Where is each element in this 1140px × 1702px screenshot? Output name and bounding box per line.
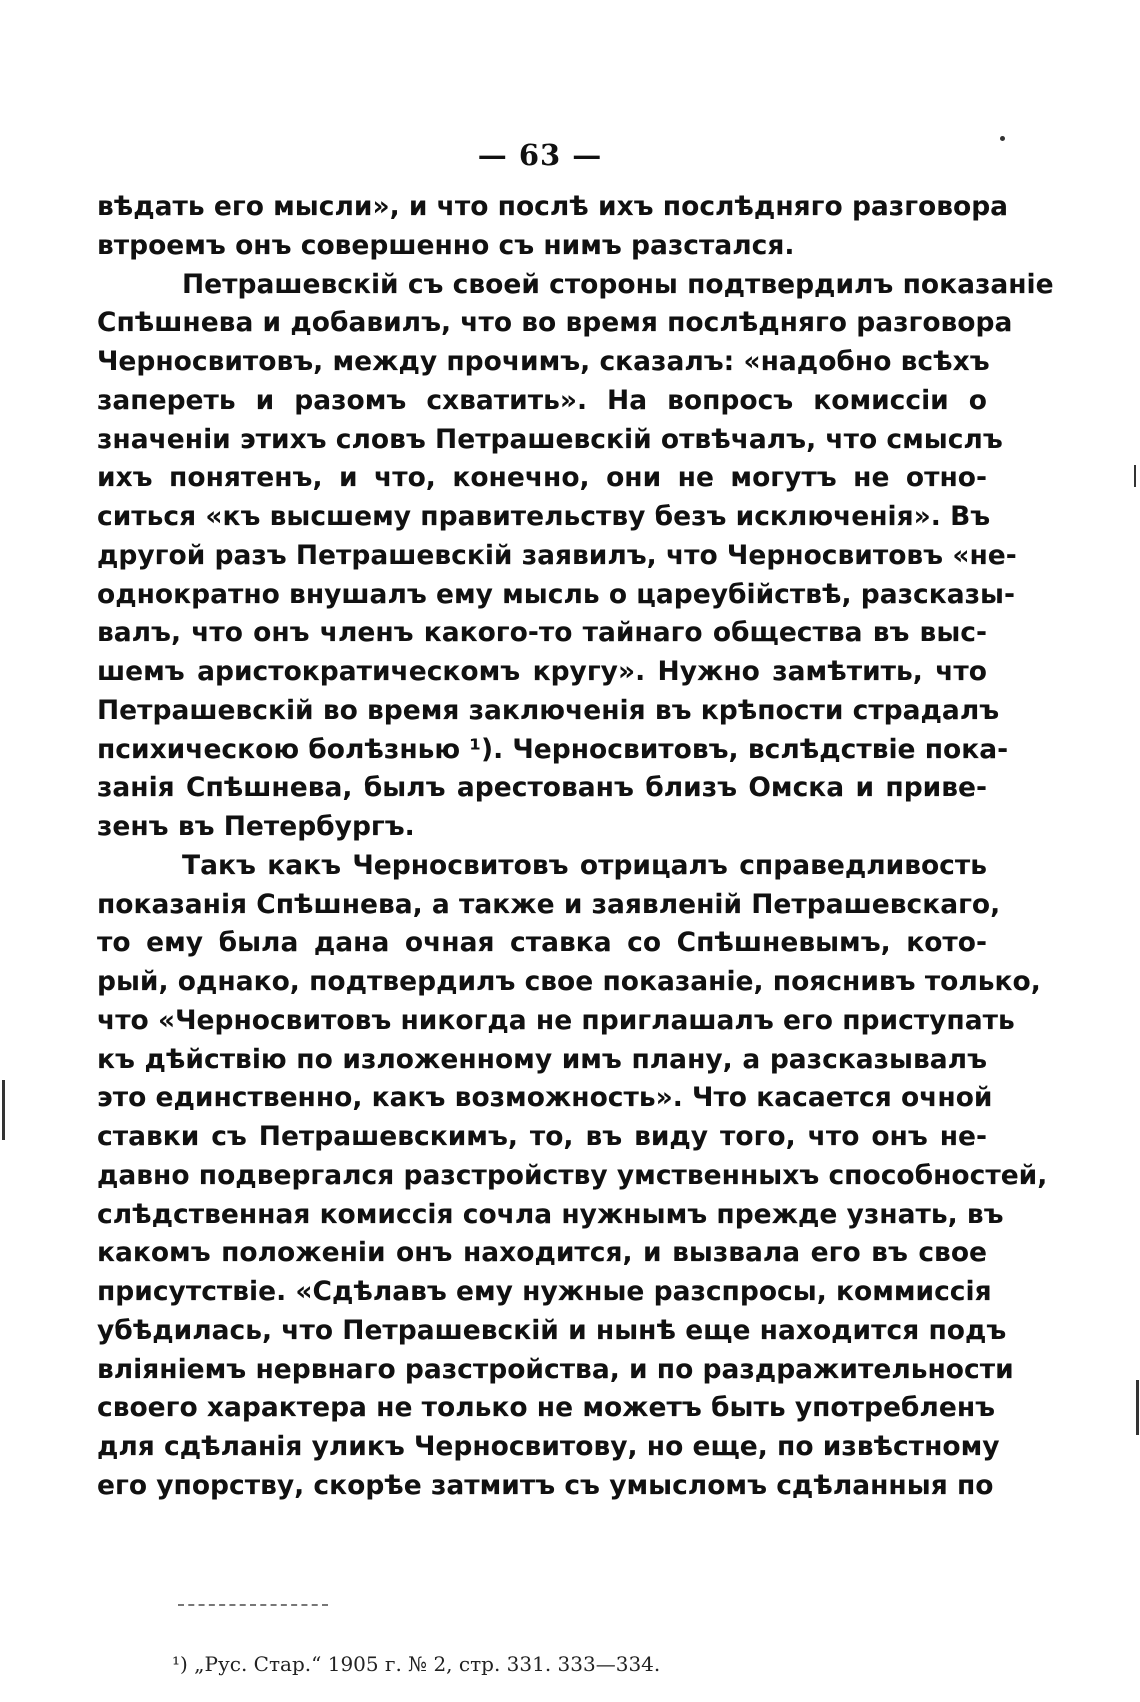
text-line: присутствіе. «Сдѣлавъ ему нужные разспросы, коммиссія: [97, 1276, 992, 1307]
text-line: Спѣшнева и добавилъ, что во время послѣдняго разговора: [97, 307, 1013, 339]
text-line: психическою болѣзнью ¹). Черносвитовъ, вслѣдствіе пока-: [97, 733, 1009, 765]
text-line: ихъ понятенъ, и что, конечно, они не могутъ не отно-: [97, 462, 987, 494]
margin-mark: [1136, 1380, 1139, 1435]
text-line: Петрашевскій во время заключенія въ крѣпости страдалъ: [97, 694, 1000, 726]
text-line: какомъ положеніи онъ находится, и вызвала его въ свое: [97, 1237, 987, 1269]
text-line: запереть и разомъ схватить». На вопросъ комиссіи о: [97, 384, 987, 416]
page-number: — 63 —: [477, 138, 603, 172]
margin-mark: [1134, 465, 1136, 487]
text-line: это единственно, какъ возможность». Что касается очной: [97, 1082, 993, 1114]
text-line: его упорству, скорѣе затмитъ съ умысломъ сдѣланныя по: [97, 1469, 994, 1501]
margin-mark: [1000, 136, 1005, 141]
text-line: слѣдственная комиссія сочла нужнымъ прежде узнать, въ: [97, 1198, 1004, 1230]
text-line: убѣдилась, что Петрашевскій и нынѣ еще находится подъ: [97, 1314, 1007, 1346]
footnote-divider: [178, 1604, 328, 1606]
footnote: ¹) „Рус. Стар.“ 1905 г. № 2, стр. 331. 333—334.: [172, 1652, 661, 1676]
text-line: шемъ аристократическомъ кругу». Нужно замѣтить, что: [97, 656, 987, 687]
text-line: Такъ какъ Черносвитовъ отрицалъ справедливость: [182, 849, 987, 881]
text-line: вѣдать его мысли», и что послѣ ихъ послѣдняго разговора: [97, 191, 1009, 222]
text-line: занія Спѣшнева, былъ арестованъ близъ Омска и приве-: [97, 772, 987, 804]
text-line: зенъ въ Петербургъ.: [97, 811, 415, 842]
text-line: Петрашевскій съ своей стороны подтвердилъ показаніе: [182, 268, 1054, 300]
text-line: рый, однако, подтвердилъ свое показаніе, пояснивъ только,: [97, 966, 1041, 997]
text-line: другой разъ Петрашевскій заявилъ, что Черносвитовъ «не-: [97, 539, 1017, 571]
text-line: однократно внушалъ ему мысль о цареубійствѣ, разсказы-: [97, 578, 1015, 610]
text-line: вліяніемъ нервнаго разстройства, и по раздражительности: [97, 1353, 1014, 1385]
text-line: къ дѣйствію по изложенному имъ плану, а разсказывалъ: [97, 1043, 987, 1075]
text-line: ситься «къ высшему правительству безъ исключенія». Въ: [97, 501, 991, 532]
text-line: втроемъ онъ совершенно съ нимъ разстался.: [97, 229, 795, 261]
text-line: показанія Спѣшнева, а также и заявленій Петрашевскаго,: [97, 888, 1001, 920]
text-line: валъ, что онъ членъ какого-то тайнаго общества въ выс-: [97, 617, 987, 649]
text-line: давно подвергался разстройству умственныхъ способностей,: [97, 1159, 1048, 1191]
margin-mark: [2, 1080, 5, 1140]
text-line: Черносвитовъ, между прочимъ, сказалъ: «надобно всѣхъ: [97, 346, 990, 377]
text-line: для сдѣланія уликъ Черносвитову, но еще, по извѣстному: [97, 1431, 1000, 1462]
text-line: что «Черносвитовъ никогда не приглашалъ его приступать: [97, 1004, 1015, 1036]
text-line: ставки съ Петрашевскимъ, то, въ виду того, что онъ не-: [97, 1121, 987, 1152]
text-line: своего характера не только не можетъ быть употребленъ: [97, 1392, 996, 1424]
text-line: значеніи этихъ словъ Петрашевскій отвѣчалъ, что смыслъ: [97, 423, 1003, 455]
text-line: то ему была дана очная ставка со Спѣшневымъ, кото-: [97, 927, 987, 959]
